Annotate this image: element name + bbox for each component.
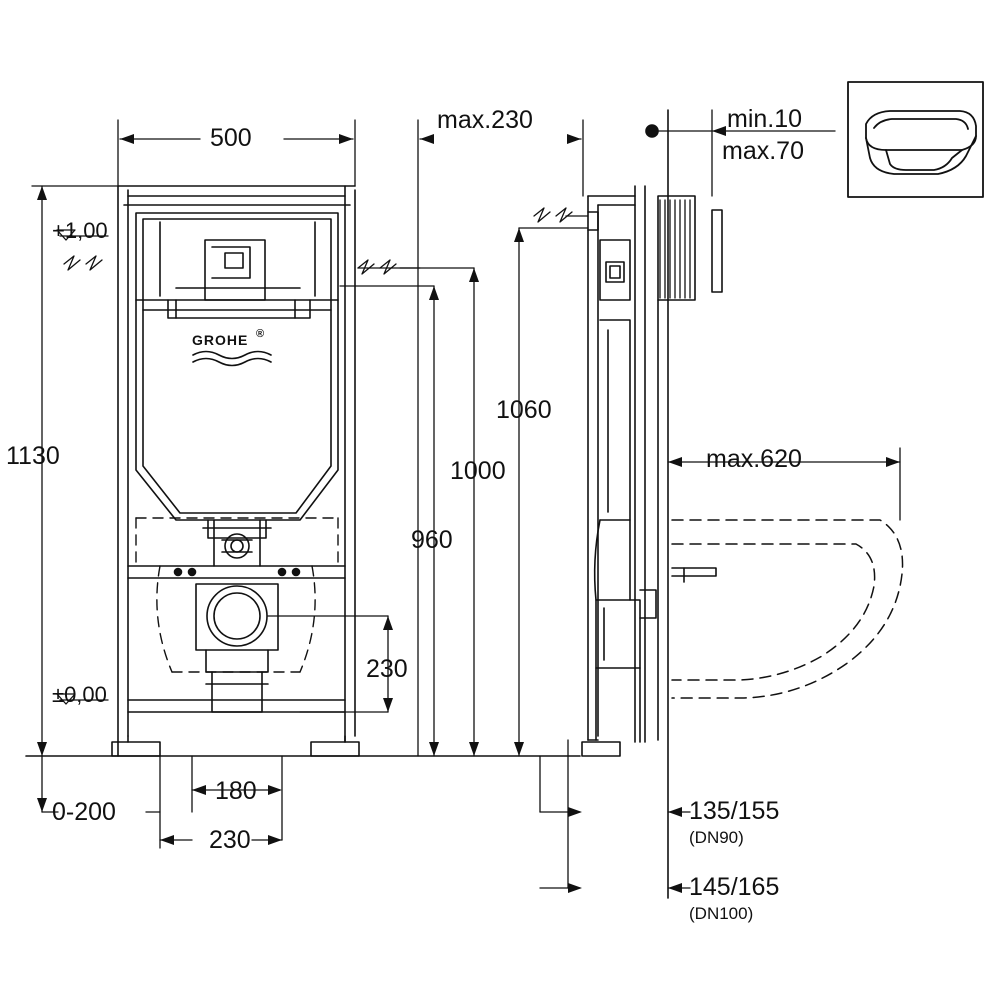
dimension-label-max-230: max.230 <box>437 106 533 134</box>
dimension-label-dn100: (DN100) <box>689 904 754 923</box>
dimension-label-height-1060: 1060 <box>496 396 552 424</box>
grohe-brand-label: GROHE <box>192 332 249 348</box>
dimension-label-height-960: 960 <box>411 526 453 554</box>
dimension-label-width-500: 500 <box>210 124 252 152</box>
dimension-label-height-1000: 1000 <box>450 457 506 485</box>
grohe-registered-mark: ® <box>256 328 266 340</box>
dimension-label-max-620: max.620 <box>706 445 802 473</box>
dimension-label-dn90: (DN90) <box>689 828 744 847</box>
dimension-label-dn100-value: 145/165 <box>689 873 780 901</box>
dimension-label-dn90-value: 135/155 <box>689 797 780 825</box>
level-label-plus-one: +1,00 <box>52 218 108 243</box>
level-label-zero: ±0,00 <box>52 682 107 707</box>
dimension-label-180: 180 <box>215 777 257 805</box>
dimension-label-0-200: 0-200 <box>52 798 116 826</box>
dimension-label-230-base: 230 <box>209 826 251 854</box>
dimension-label-height-1130: 1130 <box>6 442 60 470</box>
dimension-label-max-70: max.70 <box>722 137 804 165</box>
dimension-label-230-mid: 230 <box>366 655 408 683</box>
dimension-label-min-10: min.10 <box>727 105 803 133</box>
